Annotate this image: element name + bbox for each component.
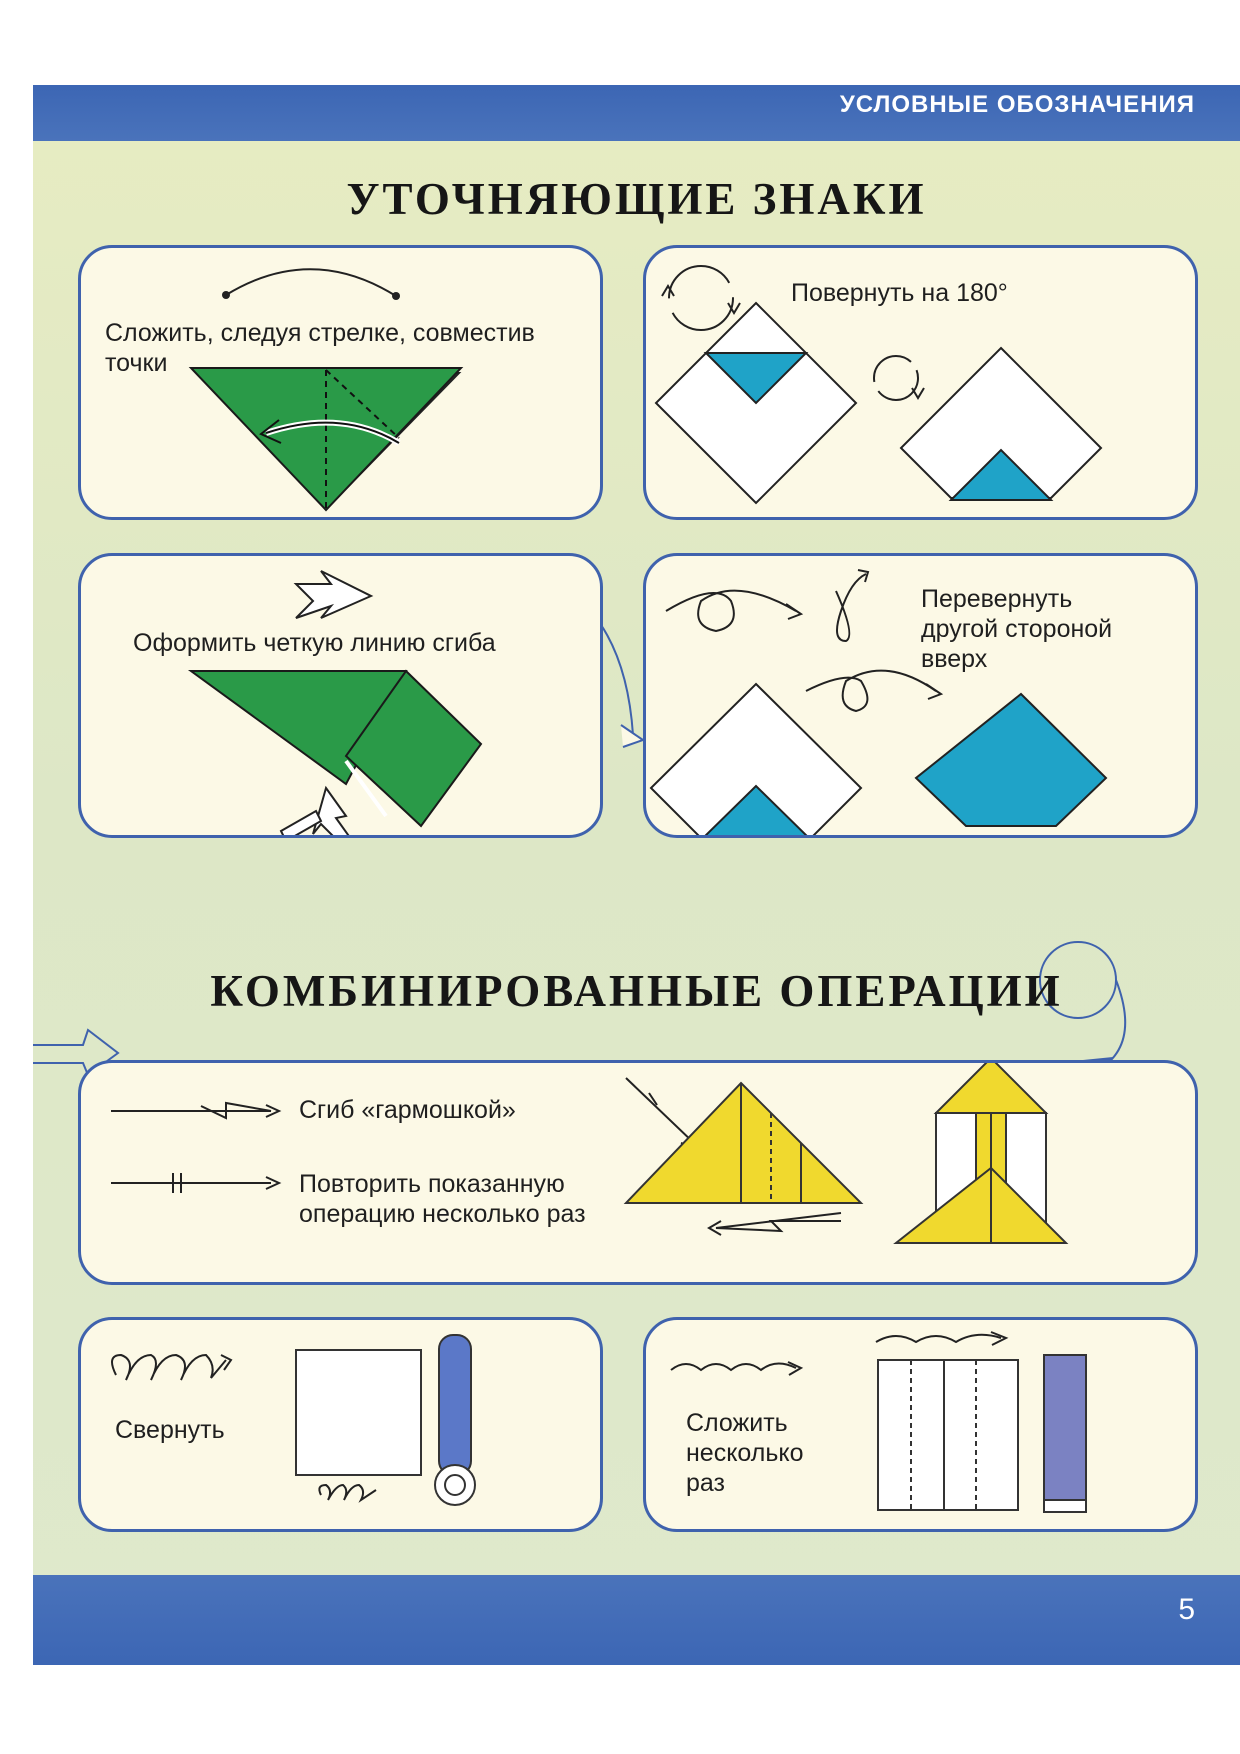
page [33,85,1240,1665]
flip-arrow-head-2 [926,684,941,699]
page-number: 5 [1178,1593,1195,1626]
folded-strip [1044,1355,1086,1510]
arc-arrow-icon [226,269,396,296]
panel-roll-up [78,1317,603,1532]
bottom-band [33,1575,1240,1665]
rotate-small-icon [874,356,918,400]
spiral-arrow-head [221,1355,231,1370]
panel-fold-several-times [643,1317,1198,1532]
end-point-icon [392,292,400,300]
accordion-arrow-icon [111,1103,271,1118]
heading-clarifying-signs: УТОЧНЯЮЩИЕ ЗНАКИ [346,174,927,224]
rotate-small-arrow-head [912,388,924,398]
label-rotate-180: Повернуть на 180° [791,279,1008,307]
label-fold-follow-arrow: Сложить, следуя стрелке, совместив точки [105,319,535,377]
small-spiral-icon [319,1485,376,1500]
section-title: УСЛОВНЫЕ ОБОЗНАЧЕНИЯ [839,91,1195,118]
label-fold-several-times: Сложить несколько раз [686,1409,804,1497]
wavy-arrow-top-icon [876,1335,1001,1342]
spiral-arrow-icon [112,1355,226,1380]
label-accordion-fold: Сгиб «гармошкой» [299,1096,516,1124]
roll-end-inner [445,1475,465,1495]
yellow-triangle-flat [626,1083,861,1203]
label-repeat-operation: Повторить показанную операцию несколько раз [299,1170,586,1228]
label-roll-up: Свернуть [115,1416,225,1444]
start-point-icon [222,291,230,299]
folded-strip-edge [1044,1500,1086,1512]
accordion-back-arrow-icon [716,1213,841,1231]
press-hand-arrow-icon [313,788,356,838]
heading-combined-operations: КОМБИНИРОВАННЫЕ ОПЕРАЦИИ [210,966,1063,1016]
wavy-arrow-head [788,1362,801,1375]
press-arrow-tail [281,811,321,838]
panel-rotate-180 [643,245,1198,520]
white-sheet [878,1360,1018,1510]
wavy-arrow-icon [671,1363,796,1370]
rotate-arrow-head-1 [662,286,674,296]
fold-follow-arrow-diagram [81,248,603,520]
cyan-square-back [916,694,1106,826]
white-square-paper [296,1350,421,1475]
accordion-repeat-diagram [81,1063,1198,1285]
crease-line-diagram [81,556,603,838]
roll-tube [439,1335,471,1475]
panel-fold-follow-arrow [78,245,603,520]
panel-crease-line [78,553,603,838]
wavy-arrow-top-head [991,1332,1006,1345]
panel-accordion-repeat [78,1060,1198,1285]
label-flip-over: Перевернуть другой стороной вверх [921,585,1113,673]
flip-arrow-icon-2 [806,671,936,711]
diagonal-arrow-icon [626,1078,696,1145]
double-arrow-icon [296,571,371,618]
flip-arrow-head [786,604,801,619]
flip-loop-icon [836,574,866,641]
yellow-top-triangle [936,1060,1046,1113]
label-crease-line: Оформить четкую линию сгиба [133,629,496,657]
panel-flip-over [643,553,1198,838]
rotate-icon [669,266,733,330]
flip-arrow-icon [666,591,796,631]
